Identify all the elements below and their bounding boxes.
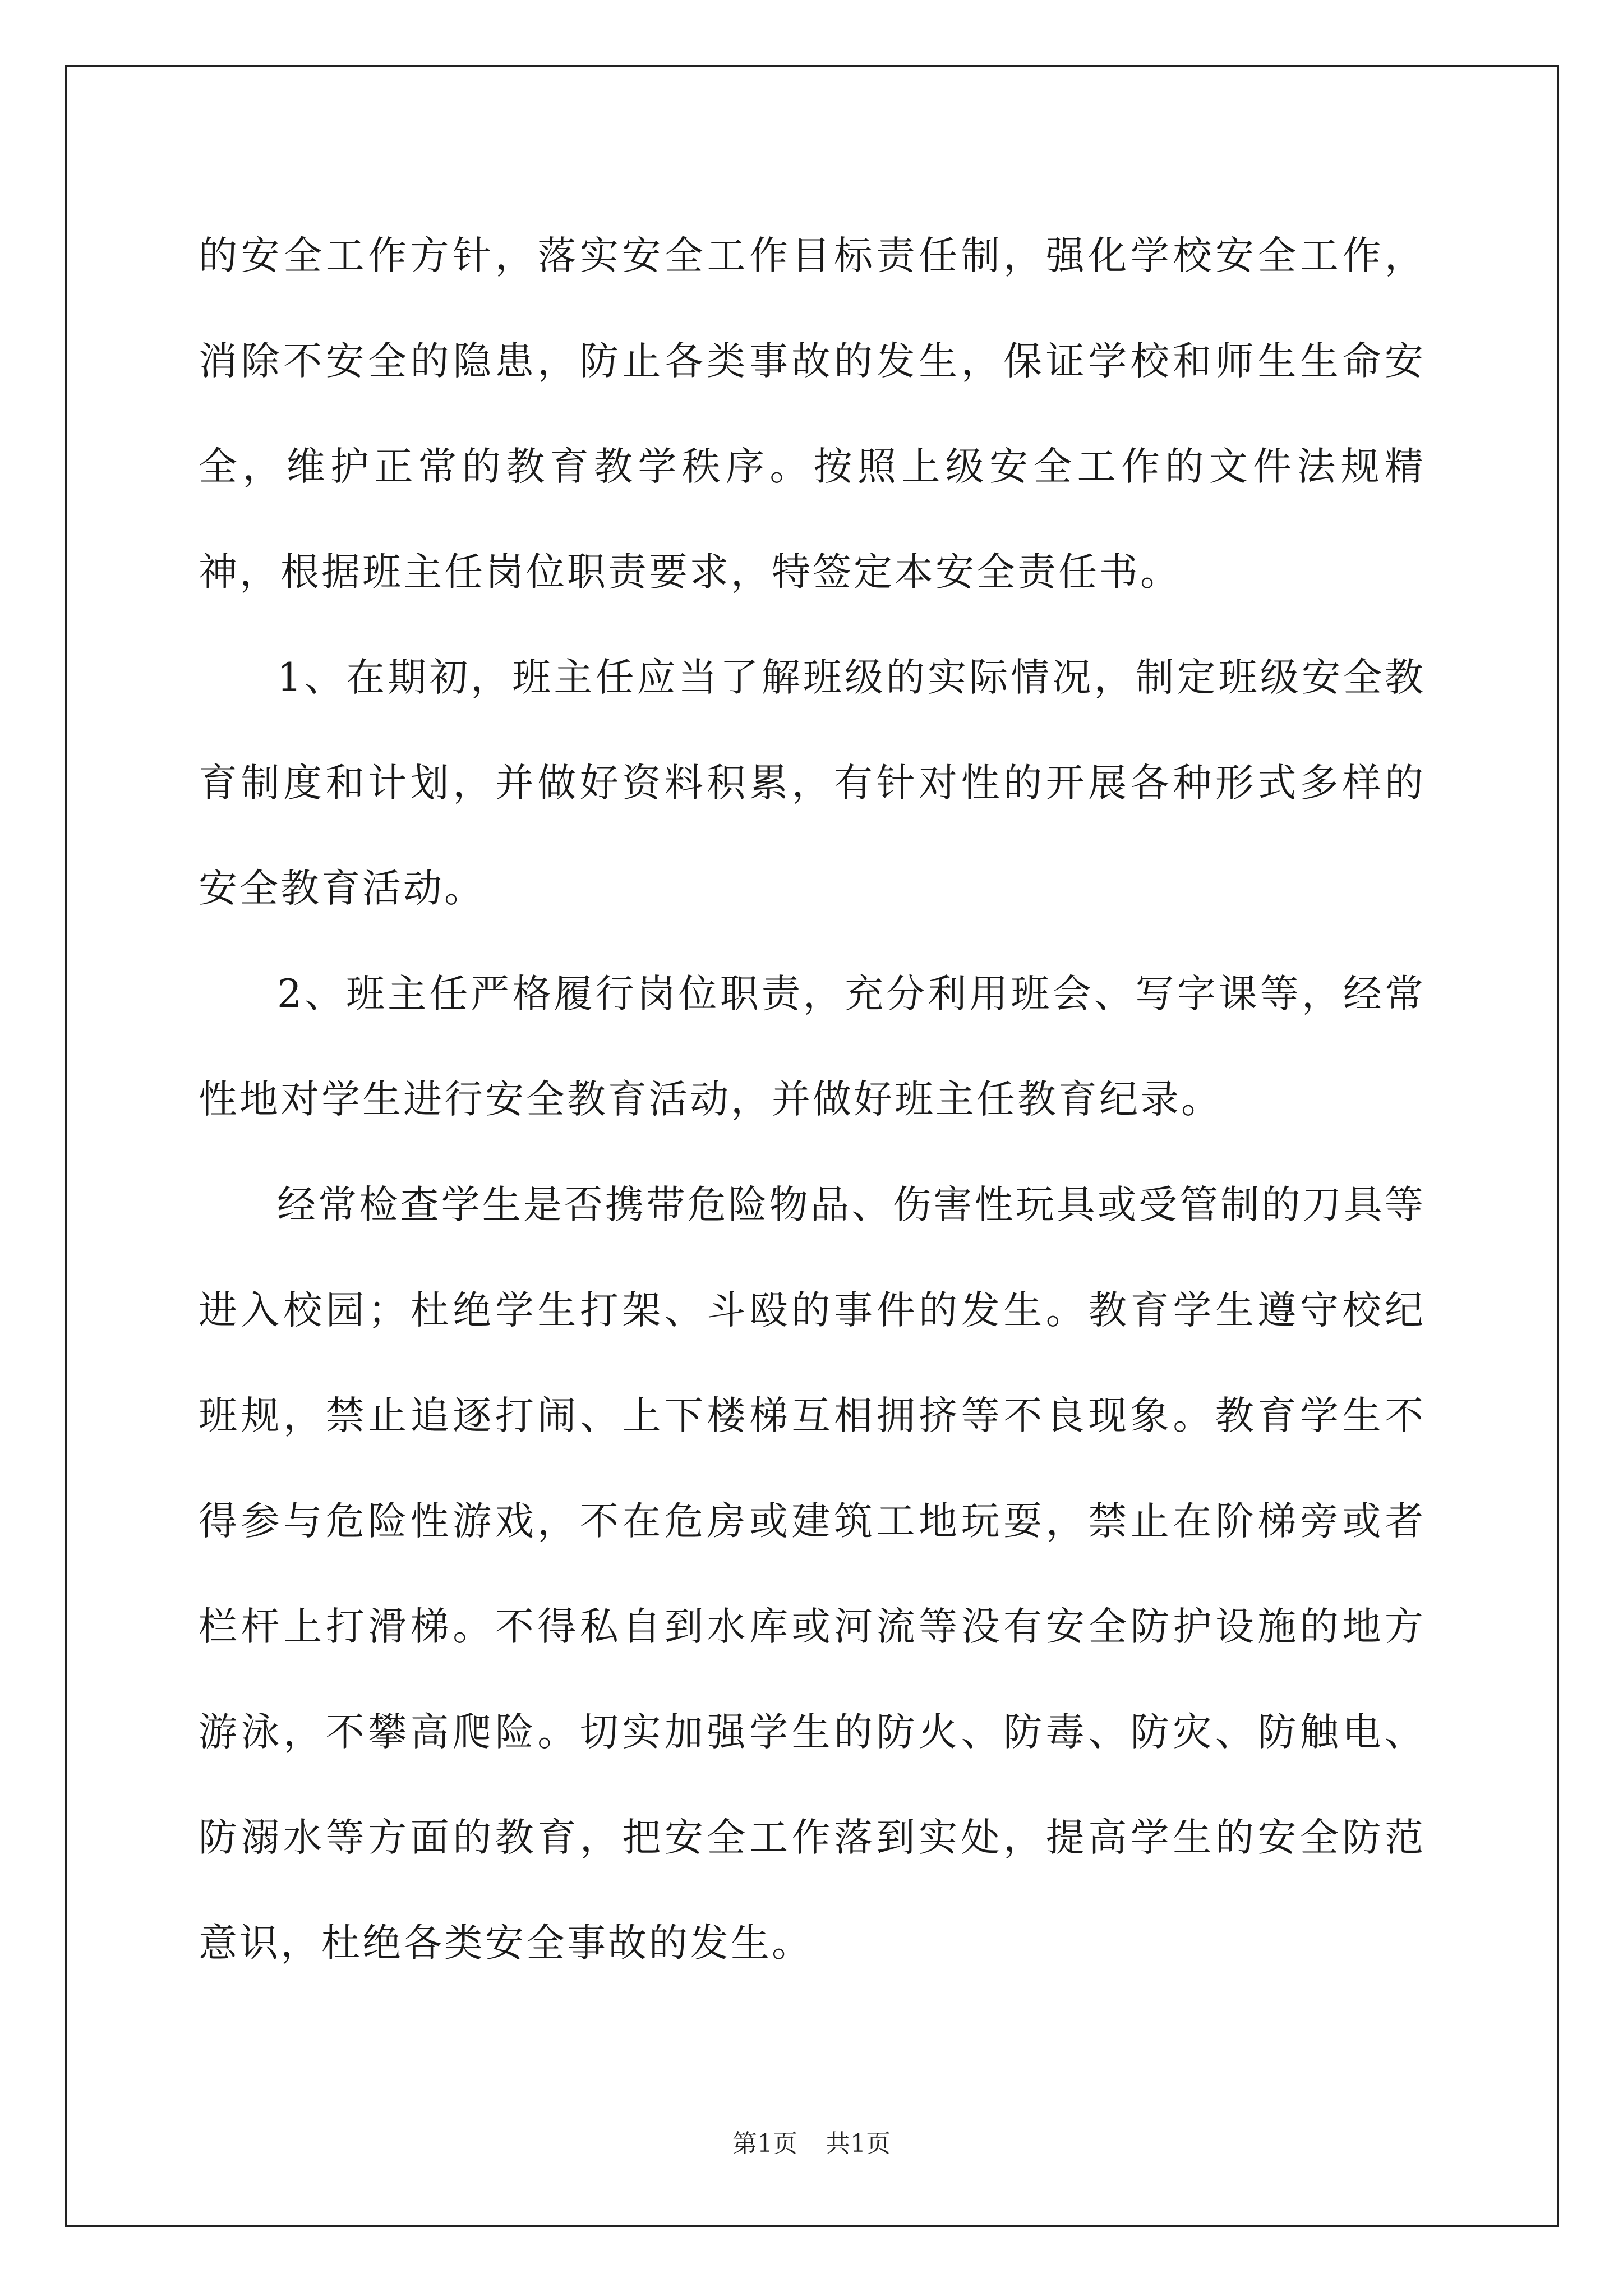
- paragraph-item-1: 1、在期初，班主任应当了解班级的实际情况，制定班级安全教育制度和计划，并做好资料积累，有针对性的开展各种形式多样的安全教育活动。: [199, 655, 1426, 911]
- page-total: 共1页: [826, 2129, 891, 2158]
- page-number: 第1页: [732, 2129, 797, 2158]
- paragraph-safety-checks: 经常检查学生是否携带危险物品、伤害性玩具或受管制的刀具等进入校园；杜绝学生打架、斗殴的事件的发生。教育学生遵守校纪班规，禁止追逐打闹、上下楼梯互相拥挤等不良现象。教育学生不得参与危险性游戏，不在危房或建筑工地玩耍，禁止在阶梯旁或者栏杆上打滑梯。不得私自到水库或河流等没有安全防护设施的地方游泳，不攀高爬险。切实加强学生的防火、防毒、防灾、防触电、防溺水等方面的教育，把安全工作落到实处，提高学生的安全防范意识，杜绝各类安全事故的发生。: [199, 1182, 1426, 1966]
- page-footer: [0, 2127, 1623, 2161]
- document-body: [199, 203, 1426, 1996]
- paragraph-item-2: 2、班主任严格履行岗位职责，充分利用班会、写字课等，经常性地对学生进行安全教育活动，并做好班主任教育纪录。: [199, 972, 1426, 1122]
- paragraph-intro: 的安全工作方针，落实安全工作目标责任制，强化学校安全工作，消除不安全的隐患，防止各类事故的发生，保证学校和师生生命安全，维护正常的教育教学秩序。按照上级安全工作的文件法规精神，根据班主任岗位职责要求，特签定本安全责任书。: [199, 233, 1426, 595]
